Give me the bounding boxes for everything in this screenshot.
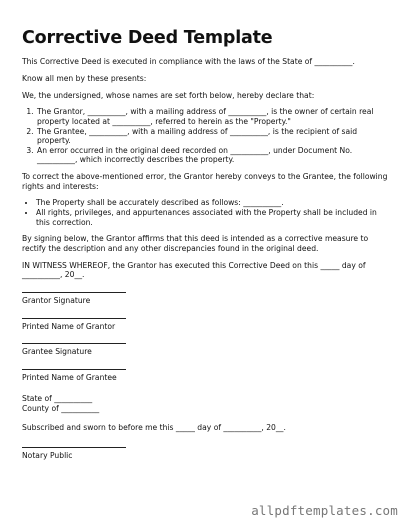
list-item: • The Property shall be accurately described as follows: __________. (36, 198, 390, 208)
know-all-paragraph: Know all men by these presents: (22, 73, 147, 83)
declaration-list (22, 107, 390, 165)
declaration-paragraph: We, the undersigned, whose names are set forth below, hereby declare that: (22, 90, 315, 100)
grantor-signature-label: Grantor Signature (22, 296, 91, 305)
rights-list (22, 198, 390, 227)
notary-public-label: Notary Public (22, 451, 73, 461)
notary-signature-line[interactable] (22, 447, 126, 448)
list-item: 2. The Grantee, __________, with a mailing address of __________, is the recipient of said property. (36, 127, 390, 146)
notary-block (22, 394, 390, 461)
watermark: allpdftemplates.com (251, 503, 398, 518)
intro-paragraph: This Corrective Deed is executed in compliance with the laws of the State of __________. (22, 57, 355, 66)
grantor-printed-name-label: Printed Name of Grantor (22, 321, 116, 331)
signature-block (22, 292, 390, 382)
state-field: State of __________ (22, 394, 93, 404)
grantee-printed-name-label: Printed Name of Grantee (22, 372, 117, 382)
sworn-paragraph: Subscribed and sworn to before me this _____ day of __________, 20__. (22, 422, 286, 432)
witness-paragraph: IN WITNESS WHEREOF, the Grantor has executed this Corrective Deed on this _____ day of __________, 20__. (22, 260, 366, 280)
list-item: 1. The Grantor, __________, with a mailing address of __________, is the owner of certain real property located at __________, referred to herein as the "Property." (36, 107, 390, 126)
list-item: 3. An error occurred in the original deed recorded on __________, under Document No. __________, which incorrectly describes the property. (36, 146, 390, 165)
document-page (22, 28, 390, 473)
grantee-signature-label: Grantee Signature (22, 347, 92, 357)
grantor-printed-name-line[interactable] (22, 318, 126, 319)
grantee-signature-line[interactable] (22, 343, 126, 344)
affirmation-paragraph: By signing below, the Grantor affirms that this deed is intended as a corrective measure to rectify the description and any other discrepancies found in the original deed. (22, 234, 369, 254)
list-item: • All rights, privileges, and appurtenances associated with the Property shall be included in this correction. (36, 208, 390, 227)
county-field: County of __________ (22, 403, 100, 413)
correction-paragraph: To correct the above-mentioned error, the Grantor hereby conveys to the Grantee, the following rights and interests: (22, 172, 388, 191)
document-title: Corrective Deed Template (22, 28, 273, 48)
grantor-signature-line[interactable] (22, 292, 126, 293)
grantee-printed-name-line[interactable] (22, 369, 126, 370)
